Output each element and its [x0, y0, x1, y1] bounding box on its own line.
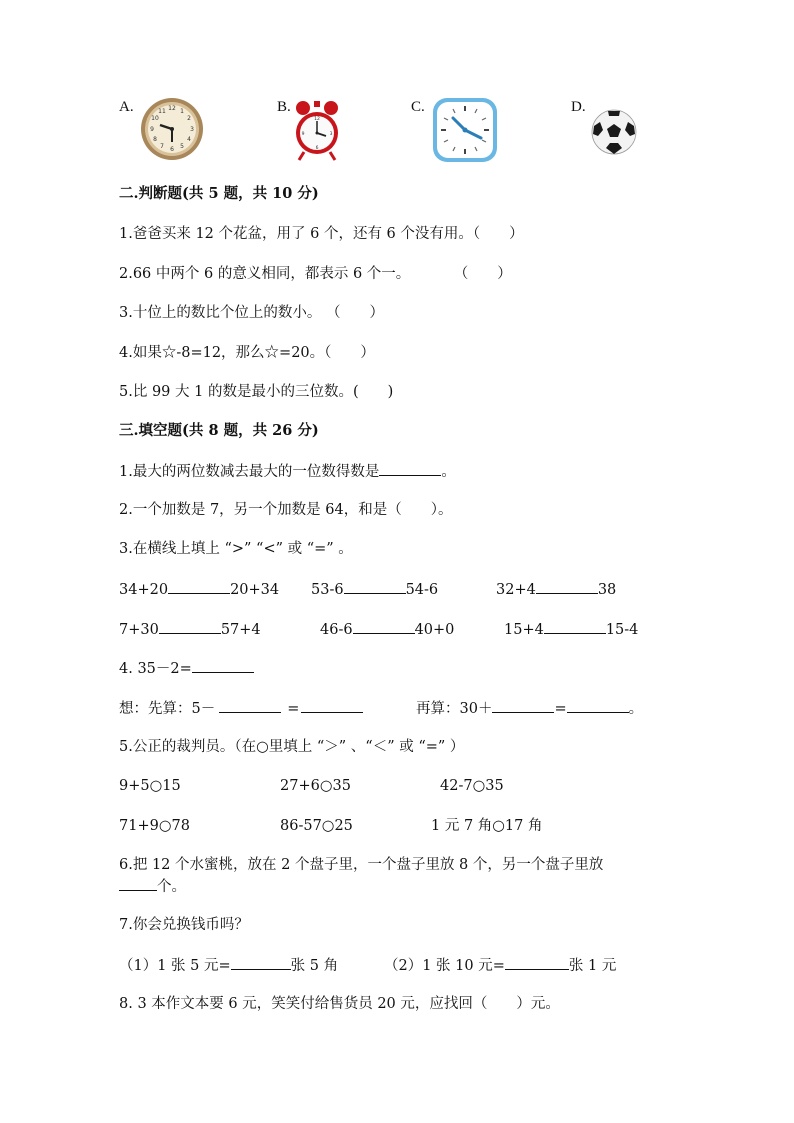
compare-blank[interactable]: [536, 579, 598, 594]
compare-blank[interactable]: [353, 619, 415, 634]
section3-title: 三.填空题(共 8 题，共 26 分): [119, 422, 319, 439]
q5-row1-item3: 42-7○35: [440, 778, 504, 794]
svg-text:8: 8: [153, 136, 157, 143]
option-c-label: C.: [411, 99, 425, 115]
section3-q4: [119, 658, 254, 679]
svg-text:9: 9: [150, 126, 154, 133]
q4-think-row: 想：先算：5－ =: [119, 698, 363, 719]
section3-q8: 8. 3 本作文本要 6 元，笑笑付给售货员 20 元，应找回（ ）元。: [119, 996, 560, 1012]
q5-row1-item1: 9+5○15: [119, 778, 181, 794]
svg-text:12: 12: [314, 117, 320, 122]
svg-text:9: 9: [301, 132, 305, 137]
svg-text:7: 7: [160, 143, 164, 150]
section3-q1: [119, 461, 456, 482]
svg-text:5: 5: [180, 143, 184, 150]
q4-text: 4. 35－2=: [119, 661, 192, 677]
svg-text:6: 6: [315, 146, 319, 151]
q6-answer-blank[interactable]: [119, 876, 157, 891]
q4-fourth-blank[interactable]: [567, 698, 629, 713]
q5-row2-item3: 1 元 7 角○17 角: [431, 818, 543, 834]
q7-part1: （1）1 张 5 元= 张 5 角: [119, 955, 338, 976]
section2-title: 二.判断题(共 5 题，共 10 分): [119, 185, 319, 202]
svg-text:10: 10: [151, 115, 159, 122]
q1-answer-blank[interactable]: [379, 461, 441, 476]
q1-text: 1.最大的两位数减去最大的一位数得数是: [119, 464, 380, 480]
compare-blank[interactable]: [168, 579, 230, 594]
compare-blank[interactable]: [344, 579, 406, 594]
q3-row2-item1: 7+30 57+4: [119, 619, 261, 640]
svg-text:2: 2: [187, 115, 191, 122]
q3-row1-item1: 34+20 20+34: [119, 579, 279, 600]
q4-first-blank[interactable]: [219, 698, 281, 713]
q4-answer-blank[interactable]: [192, 658, 254, 673]
q4-second-blank[interactable]: [301, 698, 363, 713]
svg-text:3: 3: [190, 126, 194, 133]
q7-part1-blank[interactable]: [231, 955, 291, 970]
q3-row1-item2: 53-6 54-6: [311, 579, 438, 600]
section3-q5: 5.公正的裁判员。（在○里填上 “＞” 、“＜” 或 “=” ）: [119, 739, 465, 755]
option-d-label: D.: [571, 99, 586, 115]
q3-row2-item3: 15+4 15-4: [504, 619, 638, 640]
compare-blank[interactable]: [159, 619, 221, 634]
section2-q1: 1.爸爸买来 12 个花盆，用了 6 个，还有 6 个没有用。（ ）: [119, 226, 524, 242]
section2-q4: 4.如果☆-8=12，那么☆=20。（ ）: [119, 345, 375, 361]
q1-end: 。: [441, 464, 456, 480]
svg-text:11: 11: [158, 108, 166, 115]
section3-q3-text: 3.在横线上填上 “>” “<” 或 “=” 。: [119, 541, 353, 557]
q4-third-blank[interactable]: [492, 698, 554, 713]
compare-blank[interactable]: [544, 619, 606, 634]
section3-q7: 7.你会兑换钱币吗？: [119, 917, 249, 933]
section2-q2: 2.66 中两个 6 的意义相同，都表示 6 个一。 （ ）: [119, 266, 512, 282]
svg-text:1: 1: [180, 108, 184, 115]
svg-text:3: 3: [329, 132, 333, 137]
q4-then-row: 再算：30＋ = 。: [416, 698, 643, 719]
option-b-label: B.: [277, 99, 291, 115]
section2-q3: 3.十位上的数比个位上的数小。 （ ）: [119, 305, 384, 321]
svg-text:4: 4: [187, 136, 191, 143]
svg-text:12: 12: [168, 105, 176, 112]
option-a-label: A.: [119, 99, 134, 115]
q7-part2: （2）1 张 10 元= 张 1 元: [384, 955, 616, 976]
q5-row2-item2: 86-57○25: [280, 818, 353, 834]
q5-row1-item2: 27+6○35: [280, 778, 351, 794]
soccer-ball-icon: [590, 108, 638, 156]
q3-row1-item3: 32+4 38: [496, 579, 616, 600]
q5-row2-item1: 71+9○78: [119, 818, 190, 834]
section3-q2: 2.一个加数是 7，另一个加数是 64，和是（ ）。: [119, 502, 453, 518]
square-clock-icon: [431, 96, 499, 164]
section2-q5: 5.比 99 大 1 的数是最小的三位数。( ): [119, 384, 394, 400]
wall-clock-icon: [139, 96, 205, 162]
q6-second-line: 个。: [119, 876, 186, 897]
q7-part2-blank[interactable]: [505, 955, 569, 970]
alarm-clock-icon: [294, 98, 340, 162]
section3-q6: 6.把 12 个水蜜桃，放在 2 个盘子里，一个盘子里放 8 个，另一个盘子里放: [119, 857, 604, 873]
svg-text:6: 6: [170, 146, 174, 153]
q3-row2-item2: 46-6 40+0: [320, 619, 454, 640]
